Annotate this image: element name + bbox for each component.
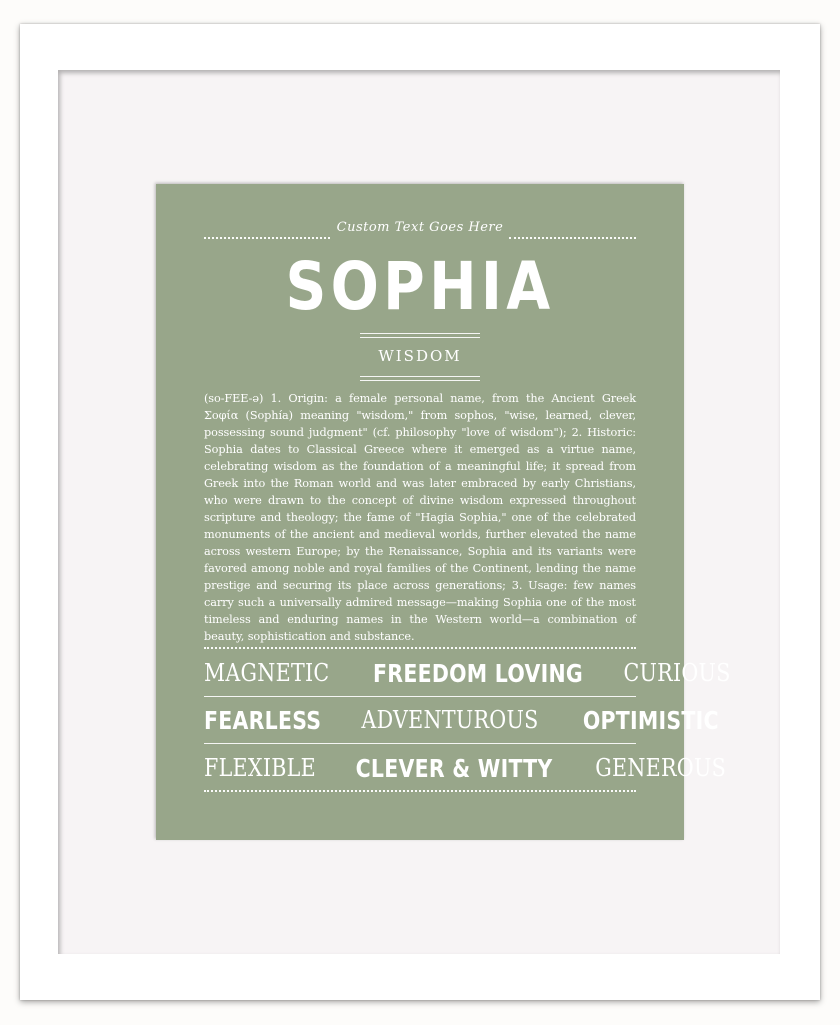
trait-item: GENEROUS [595,754,727,782]
trait-item: FLEXIBLE [204,754,316,782]
name-definition: (so-FEE-ə) 1. Origin: a female personal name, from the Ancient Greek Σοφία (Sophía) meaning "wisdom," from sophos, "wise, learned, clever, possessing sound judgment" (cf. philosophy "love of wisdom"); 2. Historic: Sophia dates to Classical Greece where it emerged as a virtue name, celebrating wisdom as the foundation of a meaningful life; it spread from Greek into the Roman world and was later embraced by early Christians, who were drawn to the concept of divine wisdom expressed throughout scripture and theology; the fame of "Hagia Sophia," one of the celebrated monuments of the ancient and medieval worlds, further elevated the name across western Europe; by the Renaissance, Sophia and its variants were favored among noble and royal families of the Continent, lending the name prestige and securing its place across generations; 3. Usage: few names carry such a universally admired message—making Sophia one of the most timeless and enduring names in the Western world—a combination of beauty, sophistication and substance. [204,392,636,643]
name-meaning: WISDOM [378,347,462,365]
dotted-divider-left [204,237,330,239]
trait-item: FEARLESS [204,705,322,735]
trait-item: CURIOUS [623,659,731,687]
picture-frame [20,24,820,1000]
rule-bottom-1 [360,376,480,377]
name-title: SOPHIA [285,248,555,325]
dotted-divider-traits-top [204,647,636,649]
trait-item: OPTIMISTIC [582,705,719,735]
trait-row-3 [204,748,727,788]
dotted-divider-right [509,237,636,239]
rule-top-2 [360,337,480,338]
trait-row-2 [204,700,719,740]
trait-item: FREEDOM LOVING [372,658,583,688]
trait-divider-2 [204,743,636,744]
mat-board [58,70,780,954]
trait-item: CLEVER & WITTY [355,753,553,783]
dotted-divider-traits-bottom [204,790,636,792]
trait-divider-1 [204,696,636,697]
rule-bottom-2 [360,380,480,381]
trait-item: MAGNETIC [204,659,330,687]
custom-text: Custom Text Goes Here [336,220,504,235]
trait-row-1 [204,653,731,693]
name-print [156,184,731,840]
trait-item: ADVENTUROUS [361,706,539,734]
rule-top-1 [360,333,480,334]
